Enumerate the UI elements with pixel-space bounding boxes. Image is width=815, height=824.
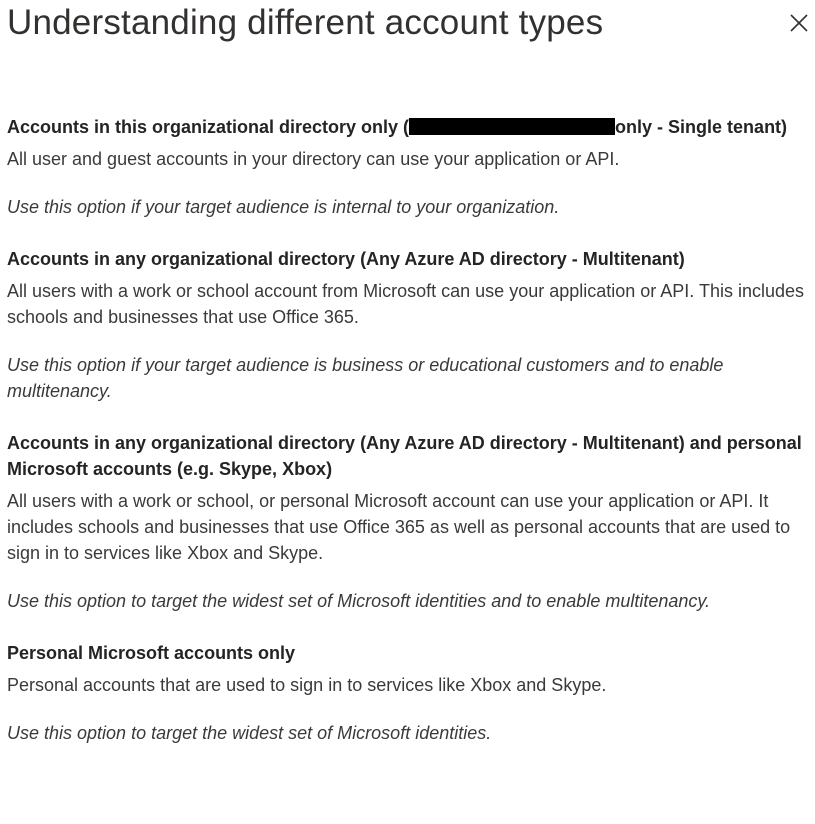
section-hint: Use this option to target the widest set of Microsoft identities. — [7, 723, 492, 743]
close-icon — [786, 10, 812, 36]
section-multitenant-personal — [7, 430, 815, 614]
section-hint: Use this option if your target audience is business or educational customers and to enable multitenancy. — [7, 355, 724, 401]
section-title — [7, 114, 815, 140]
section-hint: Use this option to target the widest set of Microsoft identities and to enable multitenancy. — [7, 591, 711, 611]
section-multitenant — [7, 246, 815, 404]
section-hint: Use this option if your target audience is internal to your organization. — [7, 197, 560, 217]
redacted-tenant-name — [409, 118, 615, 135]
panel-title: Understanding different account types — [7, 3, 604, 42]
section-title: Accounts in any organizational directory (Any Azure AD directory - Multitenant) — [7, 249, 685, 269]
section-description: All users with a work or school account from Microsoft can use your application or API. This includes schools and businesses that use Office 365. — [7, 281, 805, 327]
section-title: Personal Microsoft accounts only — [7, 643, 296, 663]
section-description: All user and guest accounts in your directory can use your application or API. — [7, 149, 620, 169]
section-title: Accounts in any organizational directory (Any Azure AD directory - Multitenant) and personal Microsoft accounts (e.g. Skype, Xbox) — [7, 433, 802, 479]
section-personal-only — [7, 640, 815, 746]
account-types-list — [7, 114, 815, 746]
section-single-tenant — [7, 114, 815, 220]
section-description: All users with a work or school, or personal Microsoft account can use your application or API. It includes schools and businesses that use Office 365 as well as personal accounts that are used to sign in to services like Xbox and Skype. — [7, 491, 791, 563]
section-description: Personal accounts that are used to sign in to services like Xbox and Skype. — [7, 675, 607, 695]
section-title-part: only - Single tenant) — [615, 117, 788, 137]
close-button[interactable] — [786, 10, 812, 36]
section-title-part: Accounts in this organizational directory only ( — [7, 117, 410, 137]
